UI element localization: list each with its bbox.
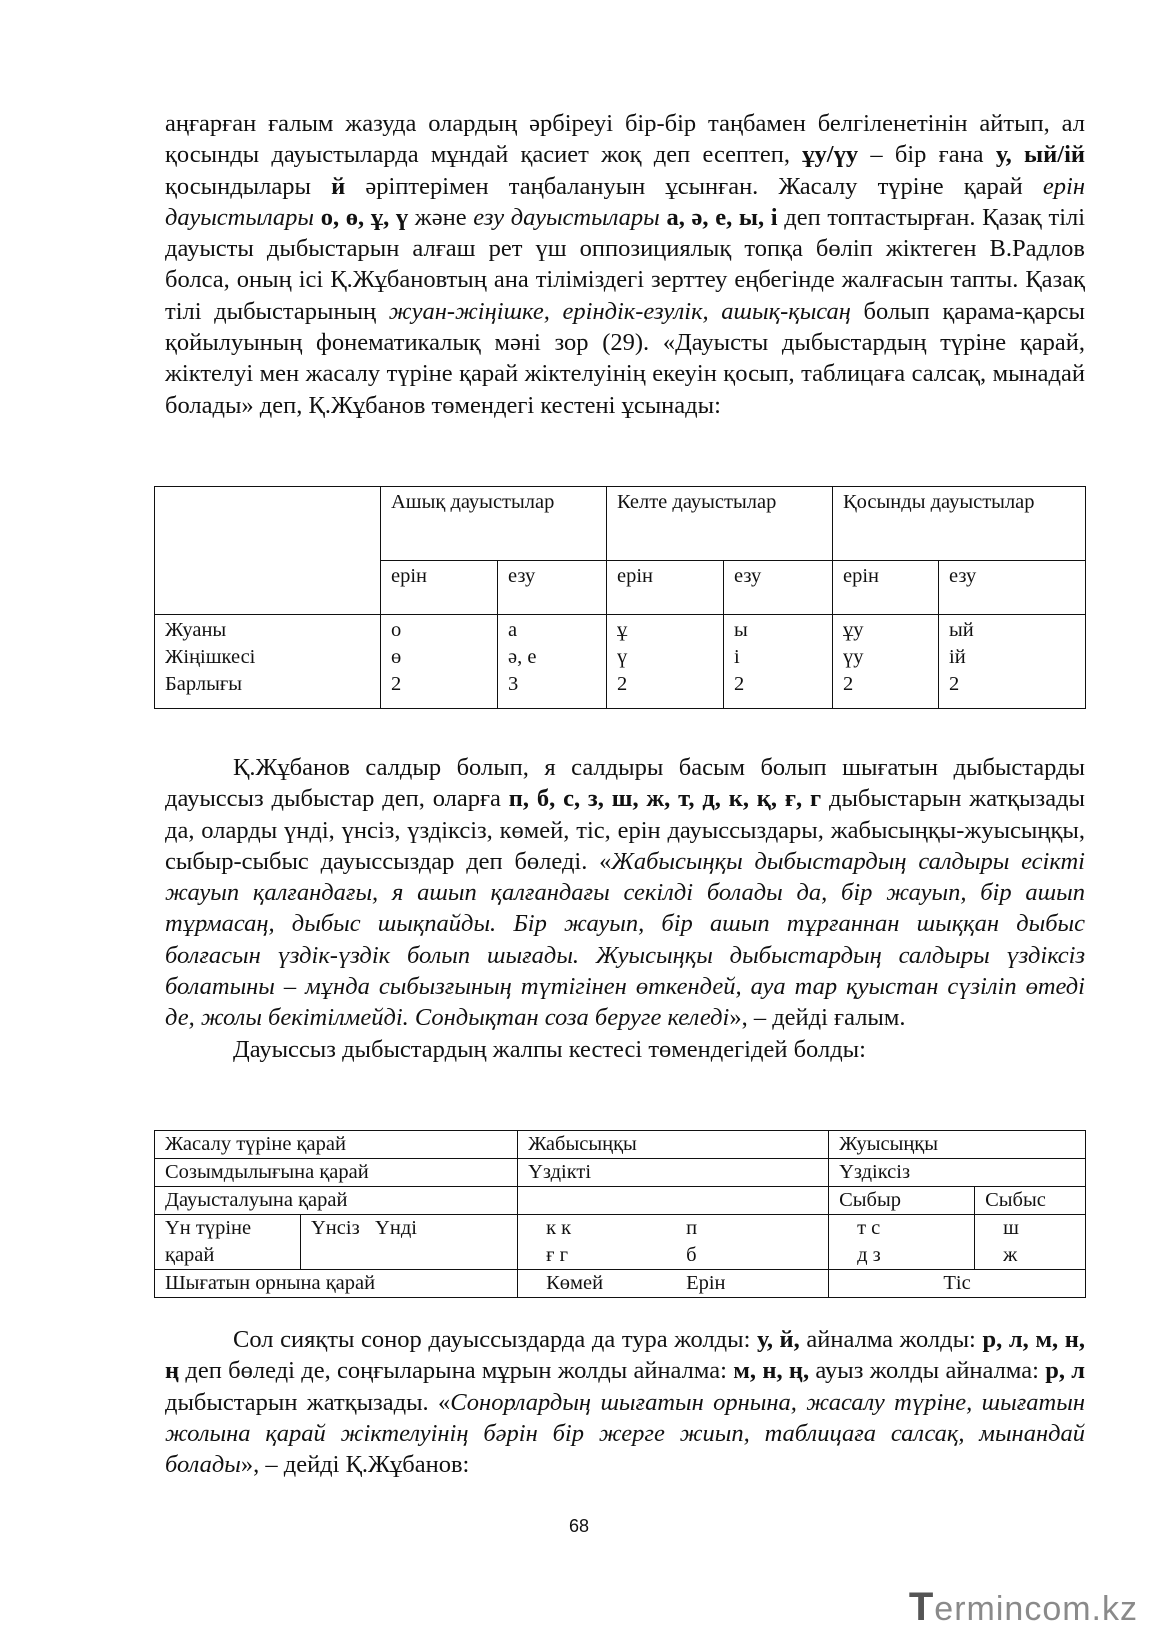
table-cell: Үн түріне қарай [155,1215,301,1270]
table-corner-cell [155,487,381,615]
table-cell: а ә, е 3 [498,615,607,709]
table-cell: Үздіксіз [829,1159,1086,1187]
table-cell: к к п ғ г б [518,1215,829,1270]
table-subheader: ерін [607,561,724,615]
table-cell: Жабысыңқы [518,1131,829,1159]
table-cell: Үздікті [518,1159,829,1187]
table-cell: ы і 2 [724,615,833,709]
table-header: Ашық дауыстылар [381,487,607,561]
table-cell: Сыбыр [829,1187,975,1215]
table-cell: Жуысыңқы [829,1131,1086,1159]
table-subheader: езу [724,561,833,615]
table-cell: Жасалу түріне қарай [155,1131,518,1159]
table-cell: т с д з [829,1215,975,1270]
table-header: Келте дауыстылар [607,487,833,561]
table-cell: ұ ү 2 [607,615,724,709]
table-subheader: езу [939,561,1086,615]
table-cell: Сыбыс [975,1187,1086,1215]
paragraph-3: Дауыссыз дыбыстардың жалпы кестесі төмендегідей болды: [233,1035,866,1063]
table-cell: Тіс [829,1270,1086,1298]
table-cell: ұу үу 2 [833,615,939,709]
table-cell: Шығатын орнына қарай [155,1270,518,1298]
paragraph-4: Сол сияқты сонор дауыссыздарда да тура жолды: у, й, айналма жолды: р, л, м, н, ң деп бөледі де, соңғыларына мұрын жолды айналма: м, н, ң, ауыз жолды айналма: р, л дыбыстарын жатқызады. «Сонорлардың шығатын орнына, жасалу түріне, шығатын жолына қарай жіктелуінің бәрін бір жерге жиып, таблицаға салсақ, мынандай болады», – дейді Қ.Жұбанов: [165,1326,1085,1479]
table-subheader: езу [498,561,607,615]
vowels-table [154,486,1086,709]
watermark-logo: Termincom.kz [908,1585,1138,1629]
table-row-labels: Жуаны Жіңішкесі Барлығы [155,615,381,709]
table-cell: о ө 2 [381,615,498,709]
table-cell: Көмей Ерін [518,1270,829,1298]
table-cell: ш ж [975,1215,1086,1270]
paragraph-2: Қ.Жұбанов салдыр болып, я салдыры басым болып шығатын дыбыстарды дауыссыз дыбыстар деп, оларға п, б, с, з, ш, ж, т, д, к, қ, ғ, г дыбыстарын жатқызады да, оларды үнді, үнсіз, үздіксіз, көмей, тіс, ерін дауыссыздары, жабысыңқы-жуысыңқы, сыбыр-сыбыс дауыссыздар деп бөледі. «Жабысыңқы дыбыстардың салдыры есікті жауып қалғандағы, я ашып қалғандағы секілді болады да, бір жауып, бір ашып тұрмасаң, дыбыс шықпайды. Бір жауып, бір ашып тұрғаннан шыққан дыбыс болғасын үздік-үздік болып шығады. Жуысыңқы дыбыстардың салдыры үздіксіз болатыны – мұнда сыбызғының түтігінен өткендей, ауа тар қуыстан сүзіліп өтеді де, жолы бекітілмейді. Сондықтан соза беруге келеді», – дейді ғалым. [165,754,1085,1032]
table-header: Қосынды дауыстылар [833,487,1086,561]
table-cell: Дауысталуына қарай [155,1187,518,1215]
paragraph-1: аңғарған ғалым жазуда олардың әрбіреуі бір-бір таңбамен белгіленетінін айтып, ал қосынды дауыстыларда мұндай қасиет жоқ деп есептеп, ұу/үу – бір ғана у, ый/ій қосындылары й әріптерімен таңбалануын ұсынған. Жасалу түріне қарай ерін дауыстылары о, ө, ұ, ү және езу дауыстылары а, ә, е, ы, і деп топтастырған. Қазақ тілі дауысты дыбыстарын алғаш рет үш оппозициялық топқа бөліп жіктеген В.Радлов болса, оның ісі Қ.Жұбановтың ана тіліміздегі зерттеу еңбегінде жалғасын тапты. Қазақ тілі дыбыстарының жуан-жіңішке, еріндік-езулік, ашық-қысаң болып қарама-қарсы қойылуының фонематикалық мәні зор (29). «Дауысты дыбыстардың түріне қарай, жіктелуі мен жасалу түріне қарай жіктелуінің екеуін қосып, таблицаға салсақ, мынадай болады» деп, Қ.Жұбанов төмендегі кестені ұсынады: [165,110,1086,419]
table-cell: ый ій 2 [939,615,1086,709]
table-cell [518,1187,829,1215]
consonants-table [154,1130,1086,1298]
table-subheader: ерін [381,561,498,615]
table-cell: Үнсіз Үнді [301,1215,518,1270]
page-number: 68 [568,1516,590,1536]
table-cell: Созымдылығына қарай [155,1159,518,1187]
table-subheader: ерін [833,561,939,615]
